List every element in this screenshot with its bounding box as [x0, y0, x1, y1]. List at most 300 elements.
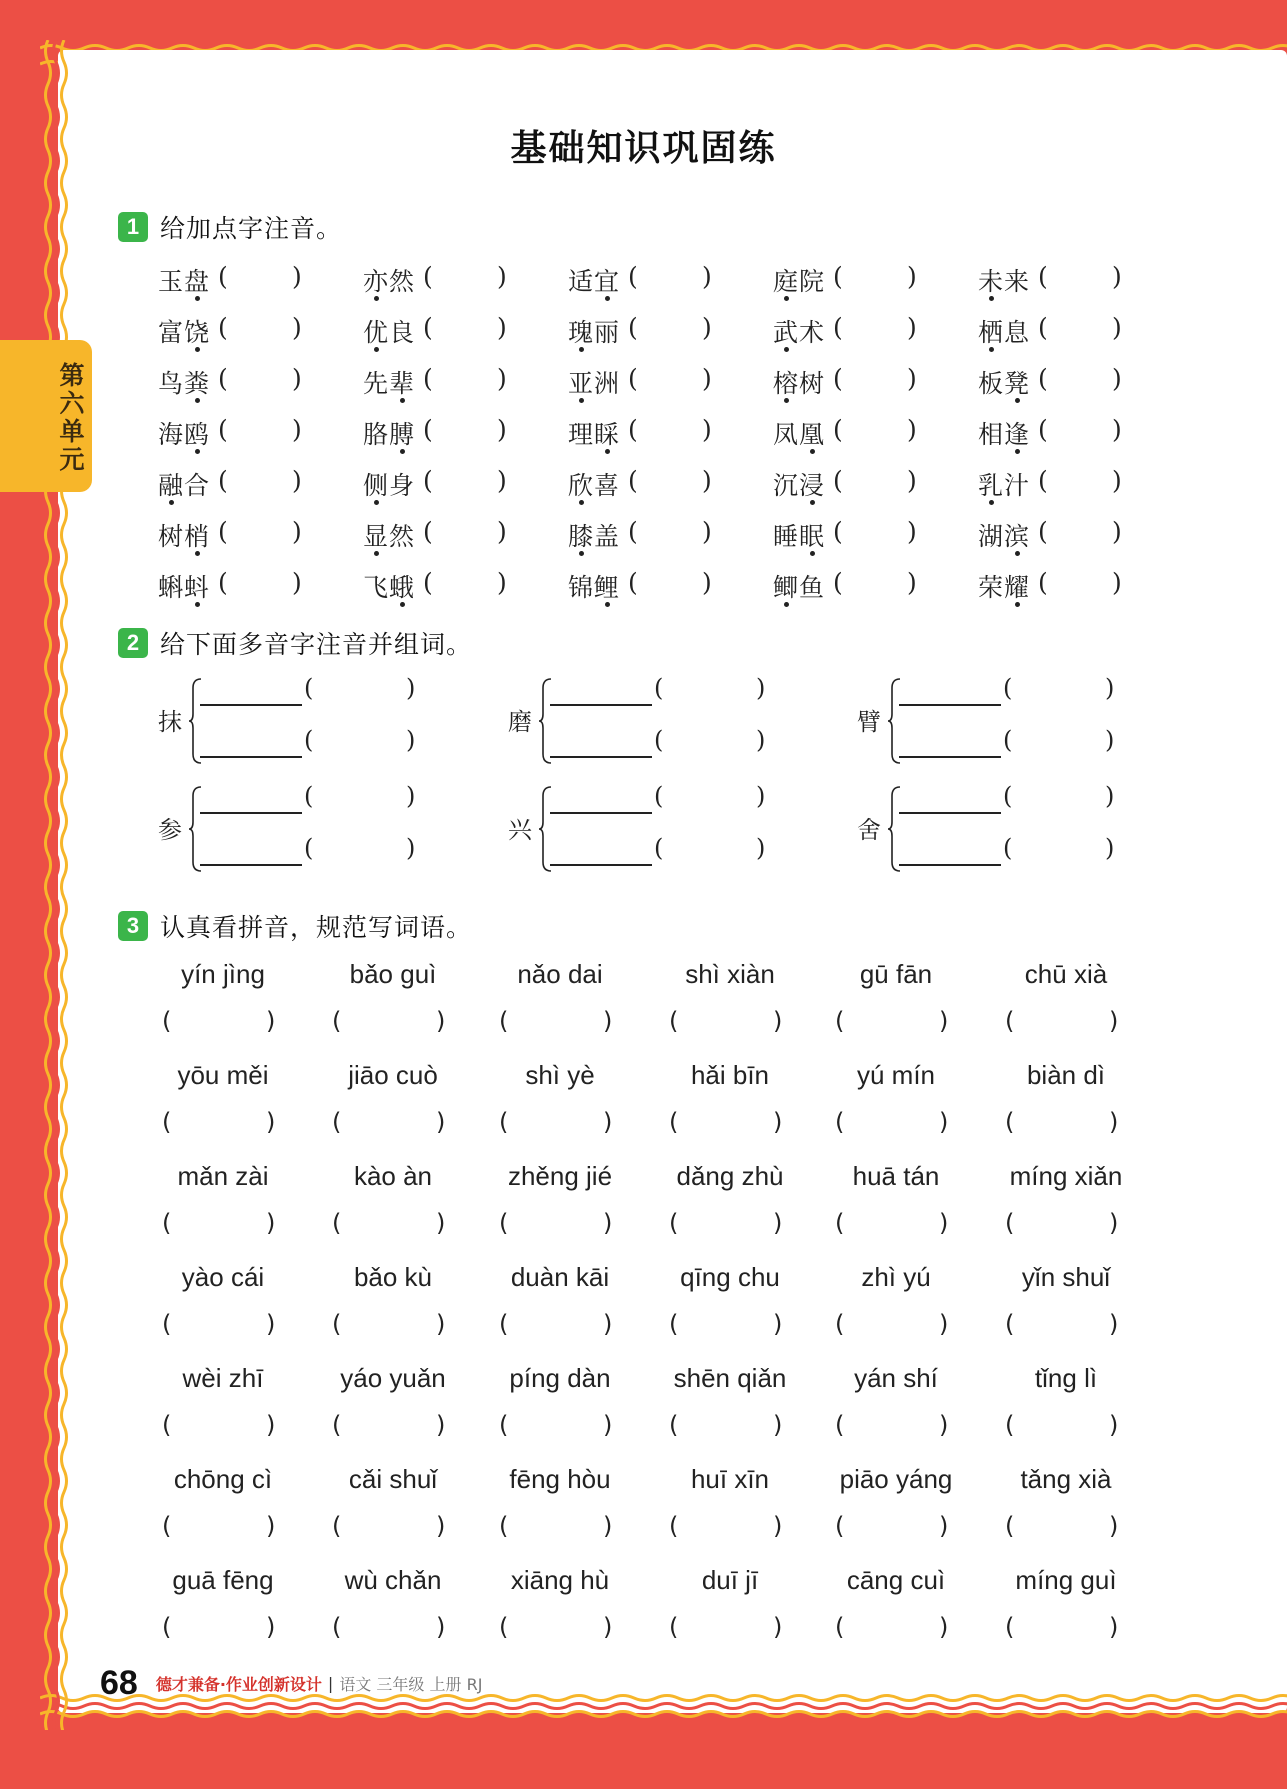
pinyin-answer-blank[interactable]	[668, 674, 754, 702]
pinyin-row	[158, 564, 1158, 615]
word-answer-blank[interactable]	[346, 1310, 434, 1340]
emphasis-dot	[605, 296, 610, 301]
word-answer-blank[interactable]	[1019, 1007, 1107, 1037]
answer-open-paren: (	[1005, 1209, 1015, 1237]
pinyin-text: shì yè	[525, 1060, 595, 1090]
answer-close-paren: )	[939, 1209, 949, 1237]
answer-open-paren: (	[1038, 313, 1048, 342]
word-item	[363, 309, 543, 360]
answer-open-paren: (	[1038, 262, 1048, 291]
answer-open-paren: (	[304, 782, 314, 810]
word-answer-blank[interactable]	[1019, 1411, 1107, 1441]
answer-open-paren: (	[162, 1512, 172, 1540]
pinyin-answer-blank[interactable]	[847, 262, 905, 292]
answer-open-paren: (	[628, 466, 638, 495]
pinyin-answer-blank[interactable]	[1052, 364, 1110, 394]
pinyin-text: bǎo kù	[353, 1262, 433, 1292]
word-answer-blank[interactable]	[176, 1512, 264, 1542]
pinyin-item	[1001, 1056, 1161, 1157]
answer-close-paren: )	[773, 1310, 783, 1338]
answer-close-paren: )	[1112, 466, 1122, 495]
pinyin-answer-blank[interactable]	[642, 517, 700, 547]
pinyin-answer-blank[interactable]	[1017, 834, 1103, 862]
question-3-header	[118, 911, 472, 941]
curly-brace-icon	[188, 678, 202, 764]
polyphone-item	[508, 670, 808, 770]
word-item	[978, 309, 1158, 360]
pinyin-answer-blank[interactable]	[232, 415, 290, 445]
answer-open-paren: (	[1038, 517, 1048, 546]
answer-close-paren: )	[266, 1310, 276, 1338]
word-item	[158, 309, 338, 360]
answer-open-paren: (	[499, 1310, 509, 1338]
word-item	[773, 462, 953, 513]
answer-close-paren: )	[702, 364, 712, 393]
word-writing-line[interactable]	[550, 812, 652, 814]
word-item	[158, 462, 338, 513]
answer-close-paren: )	[939, 1108, 949, 1136]
word-writing-line[interactable]	[899, 812, 1001, 814]
word-answer-blank[interactable]	[683, 1007, 771, 1037]
answer-close-paren: )	[292, 313, 302, 342]
word-text: 优良	[363, 318, 416, 347]
answer-open-paren: (	[162, 1007, 172, 1035]
answer-open-paren: (	[669, 1512, 679, 1540]
answer-close-paren: )	[603, 1209, 613, 1237]
answer-close-paren: )	[1105, 834, 1115, 862]
answer-open-paren: (	[1003, 834, 1013, 862]
pinyin-answer-blank[interactable]	[642, 568, 700, 598]
pinyin-item	[831, 955, 991, 1056]
word-answer-blank[interactable]	[849, 1512, 937, 1542]
emphasis-dot	[989, 500, 994, 505]
answer-open-paren: (	[835, 1209, 845, 1237]
answer-close-paren: )	[436, 1512, 446, 1540]
wavy-border-left	[40, 40, 80, 1730]
pinyin-answer-blank[interactable]	[847, 415, 905, 445]
word-text: 亚洲	[568, 369, 621, 398]
answer-open-paren: (	[628, 415, 638, 444]
pinyin-row	[158, 360, 1158, 411]
word-answer-blank[interactable]	[513, 1209, 601, 1239]
pinyin-item	[1001, 955, 1161, 1056]
pinyin-answer-blank[interactable]	[668, 726, 754, 754]
pinyin-answer-blank[interactable]	[437, 262, 495, 292]
pinyin-text: hǎi bīn	[690, 1060, 770, 1090]
word-answer-blank[interactable]	[1019, 1108, 1107, 1138]
pinyin-answer-blank[interactable]	[847, 313, 905, 343]
pinyin-answer-blank[interactable]	[437, 415, 495, 445]
answer-open-paren: (	[423, 415, 433, 444]
word-text: 显然	[363, 522, 416, 551]
pinyin-answer-blank[interactable]	[1052, 466, 1110, 496]
answer-close-paren: )	[756, 834, 766, 862]
answer-close-paren: )	[1112, 415, 1122, 444]
answer-close-paren: )	[939, 1310, 949, 1338]
pinyin-answer-blank[interactable]	[232, 313, 290, 343]
word-text: 玉盘	[158, 267, 211, 296]
answer-open-paren: (	[835, 1613, 845, 1641]
pinyin-text: kào àn	[353, 1161, 433, 1191]
pinyin-text: xiāng hù	[510, 1565, 610, 1595]
word-answer-blank[interactable]	[683, 1613, 771, 1643]
pinyin-answer-blank[interactable]	[847, 517, 905, 547]
pinyin-text: wèi zhī	[182, 1363, 264, 1393]
pinyin-item	[328, 1561, 488, 1662]
pinyin-answer-blank[interactable]	[437, 466, 495, 496]
pinyin-answer-blank[interactable]	[847, 364, 905, 394]
word-writing-line[interactable]	[899, 704, 1001, 706]
answer-close-paren: )	[702, 313, 712, 342]
word-item	[158, 411, 338, 462]
word-text: 融合	[158, 471, 211, 500]
unit-label-char: 第	[59, 361, 85, 390]
answer-open-paren: (	[654, 834, 664, 862]
pinyin-word-row	[158, 1561, 1158, 1662]
word-text: 栖息	[978, 318, 1031, 347]
word-writing-line[interactable]	[550, 756, 652, 758]
word-answer-blank[interactable]	[513, 1108, 601, 1138]
curly-brace-icon	[188, 786, 202, 872]
pinyin-answer-blank[interactable]	[437, 313, 495, 343]
word-answer-blank[interactable]	[176, 1310, 264, 1340]
pinyin-item	[328, 1157, 488, 1258]
pinyin-answer-blank[interactable]	[232, 517, 290, 547]
emphasis-dot	[400, 602, 405, 607]
word-answer-blank[interactable]	[1019, 1613, 1107, 1643]
word-item	[158, 513, 338, 564]
wave-stroke	[62, 40, 67, 1730]
emphasis-dot	[374, 347, 379, 352]
word-text: 板凳	[978, 369, 1031, 398]
word-writing-line[interactable]	[550, 864, 652, 866]
word-item	[568, 564, 748, 615]
answer-close-paren: )	[1112, 517, 1122, 546]
word-text: 蝌蚪	[158, 573, 211, 602]
word-answer-blank[interactable]	[683, 1512, 771, 1542]
answer-close-paren: )	[603, 1310, 613, 1338]
pinyin-answer-blank[interactable]	[642, 313, 700, 343]
answer-close-paren: )	[756, 782, 766, 810]
answer-close-paren: )	[497, 517, 507, 546]
pinyin-answer-blank[interactable]	[232, 364, 290, 394]
word-text: 锦鲤	[568, 573, 621, 602]
pinyin-text: qīng chu	[680, 1262, 780, 1292]
word-answer-blank[interactable]	[683, 1411, 771, 1441]
pinyin-answer-blank[interactable]	[668, 782, 754, 810]
word-answer-blank[interactable]	[683, 1108, 771, 1138]
pinyin-item	[1001, 1561, 1161, 1662]
word-text: 海鸥	[158, 420, 211, 449]
pinyin-answer-blank[interactable]	[1017, 782, 1103, 810]
word-text: 先辈	[363, 369, 416, 398]
answer-open-paren: (	[332, 1411, 342, 1439]
pinyin-answer-blank[interactable]	[318, 782, 404, 810]
pinyin-answer-blank[interactable]	[642, 466, 700, 496]
answer-open-paren: (	[835, 1108, 845, 1136]
answer-open-paren: (	[628, 568, 638, 597]
pinyin-item	[158, 1460, 318, 1561]
word-item	[363, 411, 543, 462]
word-answer-blank[interactable]	[346, 1411, 434, 1441]
answer-close-paren: )	[1109, 1007, 1119, 1035]
pinyin-word-row	[158, 955, 1158, 1056]
word-item	[978, 462, 1158, 513]
answer-open-paren: (	[1005, 1411, 1015, 1439]
answer-open-paren: (	[833, 568, 843, 597]
pinyin-text: míng guì	[1015, 1565, 1117, 1595]
pinyin-text: piāo yáng	[839, 1464, 953, 1494]
word-answer-blank[interactable]	[1019, 1512, 1107, 1542]
answer-close-paren: )	[773, 1108, 783, 1136]
word-answer-blank[interactable]	[346, 1512, 434, 1542]
word-answer-blank[interactable]	[513, 1512, 601, 1542]
polyphone-char: 臂	[857, 708, 881, 736]
pinyin-item	[1001, 1359, 1161, 1460]
pinyin-answer-blank[interactable]	[318, 834, 404, 862]
answer-open-paren: (	[833, 517, 843, 546]
pinyin-answer-blank[interactable]	[318, 674, 404, 702]
pinyin-answer-blank[interactable]	[1017, 674, 1103, 702]
pinyin-answer-blank[interactable]	[437, 568, 495, 598]
pinyin-row	[158, 309, 1158, 360]
word-item	[568, 309, 748, 360]
word-answer-blank[interactable]	[513, 1310, 601, 1340]
pinyin-answer-blank[interactable]	[1017, 726, 1103, 754]
word-text: 荣耀	[978, 573, 1031, 602]
answer-close-paren: )	[1112, 262, 1122, 291]
word-answer-blank[interactable]	[346, 1613, 434, 1643]
pinyin-item	[665, 1157, 825, 1258]
answer-open-paren: (	[669, 1209, 679, 1237]
word-writing-line[interactable]	[200, 864, 302, 866]
word-answer-blank[interactable]	[683, 1209, 771, 1239]
word-item	[158, 360, 338, 411]
answer-close-paren: )	[907, 415, 917, 444]
answer-close-paren: )	[436, 1613, 446, 1641]
emphasis-dot	[579, 551, 584, 556]
answer-open-paren: (	[162, 1209, 172, 1237]
answer-close-paren: )	[266, 1512, 276, 1540]
word-answer-blank[interactable]	[849, 1310, 937, 1340]
word-answer-blank[interactable]	[849, 1007, 937, 1037]
word-answer-blank[interactable]	[849, 1209, 937, 1239]
word-answer-blank[interactable]	[683, 1310, 771, 1340]
emphasis-dot	[810, 551, 815, 556]
pinyin-item	[495, 1460, 655, 1561]
pinyin-answer-blank[interactable]	[1052, 517, 1110, 547]
word-text: 榕树	[773, 369, 826, 398]
pinyin-answer-blank[interactable]	[668, 834, 754, 862]
pinyin-row	[158, 411, 1158, 462]
answer-close-paren: )	[907, 568, 917, 597]
word-writing-line[interactable]	[200, 704, 302, 706]
word-item	[773, 360, 953, 411]
answer-close-paren: )	[773, 1209, 783, 1237]
answer-open-paren: (	[835, 1007, 845, 1035]
answer-open-paren: (	[423, 517, 433, 546]
answer-open-paren: (	[669, 1007, 679, 1035]
answer-close-paren: )	[266, 1209, 276, 1237]
answer-open-paren: (	[628, 313, 638, 342]
word-answer-blank[interactable]	[176, 1108, 264, 1138]
pinyin-answer-blank[interactable]	[642, 262, 700, 292]
word-text: 鲫鱼	[773, 573, 826, 602]
emphasis-dot	[195, 347, 200, 352]
pinyin-item	[495, 1157, 655, 1258]
word-writing-line[interactable]	[899, 864, 1001, 866]
word-answer-blank[interactable]	[346, 1209, 434, 1239]
emphasis-dot	[810, 449, 815, 454]
answer-close-paren: )	[1109, 1108, 1119, 1136]
word-writing-line[interactable]	[200, 756, 302, 758]
answer-close-paren: )	[1112, 568, 1122, 597]
pinyin-item	[1001, 1258, 1161, 1359]
curly-brace-icon	[538, 786, 552, 872]
answer-open-paren: (	[835, 1310, 845, 1338]
emphasis-dot	[1015, 551, 1020, 556]
word-item	[773, 258, 953, 309]
answer-close-paren: )	[907, 313, 917, 342]
answer-open-paren: (	[654, 674, 664, 702]
word-answer-blank[interactable]	[513, 1007, 601, 1037]
polyphone-char: 抹	[158, 708, 182, 736]
pinyin-answer-blank[interactable]	[1052, 313, 1110, 343]
answer-close-paren: )	[1109, 1411, 1119, 1439]
word-text: 乳汁	[978, 471, 1031, 500]
polyphone-item	[508, 778, 808, 878]
pinyin-answer-blank[interactable]	[232, 568, 290, 598]
answer-close-paren: )	[406, 834, 416, 862]
pinyin-item	[495, 1359, 655, 1460]
answer-open-paren: (	[332, 1310, 342, 1338]
word-answer-blank[interactable]	[346, 1007, 434, 1037]
answer-open-paren: (	[628, 517, 638, 546]
word-text: 庭院	[773, 267, 826, 296]
answer-close-paren: )	[907, 364, 917, 393]
word-answer-blank[interactable]	[176, 1613, 264, 1643]
answer-close-paren: )	[406, 674, 416, 702]
pinyin-answer-blank[interactable]	[232, 466, 290, 496]
pinyin-text: tǐng lì	[1034, 1363, 1098, 1393]
answer-open-paren: (	[628, 262, 638, 291]
word-answer-blank[interactable]	[176, 1209, 264, 1239]
answer-close-paren: )	[292, 364, 302, 393]
answer-close-paren: )	[1109, 1512, 1119, 1540]
answer-close-paren: )	[702, 415, 712, 444]
word-text: 凤凰	[773, 420, 826, 449]
answer-open-paren: (	[1038, 415, 1048, 444]
answer-close-paren: )	[756, 726, 766, 754]
answer-open-paren: (	[499, 1007, 509, 1035]
pinyin-answer-blank[interactable]	[642, 415, 700, 445]
answer-close-paren: )	[266, 1007, 276, 1035]
word-text: 欣喜	[568, 471, 621, 500]
answer-open-paren: (	[304, 726, 314, 754]
emphasis-dot	[579, 398, 584, 403]
answer-close-paren: )	[436, 1007, 446, 1035]
answer-open-paren: (	[218, 466, 228, 495]
pinyin-text: dǎng zhù	[676, 1161, 784, 1191]
pinyin-answer-blank[interactable]	[1052, 262, 1110, 292]
answer-open-paren: (	[833, 466, 843, 495]
word-item	[773, 513, 953, 564]
emphasis-dot	[169, 500, 174, 505]
pinyin-answer-blank[interactable]	[318, 726, 404, 754]
pinyin-answer-blank[interactable]	[847, 568, 905, 598]
answer-close-paren: )	[702, 466, 712, 495]
emphasis-dot	[579, 500, 584, 505]
word-answer-blank[interactable]	[1019, 1310, 1107, 1340]
answer-close-paren: )	[497, 364, 507, 393]
word-answer-blank[interactable]	[513, 1411, 601, 1441]
pinyin-answer-blank[interactable]	[847, 466, 905, 496]
word-answer-blank[interactable]	[1019, 1209, 1107, 1239]
pinyin-item	[831, 1157, 991, 1258]
pinyin-answer-blank[interactable]	[642, 364, 700, 394]
pinyin-item	[831, 1359, 991, 1460]
answer-open-paren: (	[423, 364, 433, 393]
wave-stroke	[46, 40, 51, 1730]
pinyin-answer-blank[interactable]	[437, 517, 495, 547]
pinyin-text: duī jī	[701, 1565, 759, 1595]
emphasis-dot	[374, 500, 379, 505]
word-answer-blank[interactable]	[849, 1108, 937, 1138]
word-answer-blank[interactable]	[513, 1613, 601, 1643]
pinyin-answer-blank[interactable]	[1052, 415, 1110, 445]
pinyin-text: gū fān	[859, 959, 933, 989]
word-writing-line[interactable]	[200, 812, 302, 814]
answer-close-paren: )	[603, 1411, 613, 1439]
pinyin-item	[831, 1056, 991, 1157]
book-meta: 语文 三年级 上册 RJ	[339, 1674, 483, 1694]
pinyin-text: píng dàn	[509, 1363, 611, 1393]
word-answer-blank[interactable]	[849, 1411, 937, 1441]
word-text: 鸟粪	[158, 369, 211, 398]
word-item	[978, 360, 1158, 411]
answer-open-paren: (	[833, 313, 843, 342]
word-text: 沉浸	[773, 471, 826, 500]
pinyin-word-row	[158, 1460, 1158, 1561]
word-writing-line[interactable]	[899, 756, 1001, 758]
answer-close-paren: )	[773, 1007, 783, 1035]
emphasis-dot	[579, 347, 584, 352]
question-1-badge: 1	[118, 212, 148, 242]
answer-open-paren: (	[332, 1108, 342, 1136]
pinyin-answer-blank[interactable]	[437, 364, 495, 394]
word-writing-line[interactable]	[550, 704, 652, 706]
word-answer-blank[interactable]	[176, 1007, 264, 1037]
answer-close-paren: )	[436, 1108, 446, 1136]
pinyin-answer-blank[interactable]	[232, 262, 290, 292]
answer-open-paren: (	[1005, 1613, 1015, 1641]
answer-open-paren: (	[423, 466, 433, 495]
word-item	[978, 513, 1158, 564]
word-answer-blank[interactable]	[176, 1411, 264, 1441]
word-text: 膝盖	[568, 522, 621, 551]
answer-close-paren: )	[406, 782, 416, 810]
word-answer-blank[interactable]	[849, 1613, 937, 1643]
pinyin-answer-blank[interactable]	[1052, 568, 1110, 598]
pinyin-annotation-grid	[158, 258, 1158, 615]
answer-open-paren: (	[423, 568, 433, 597]
answer-close-paren: )	[266, 1411, 276, 1439]
pinyin-item	[831, 1561, 991, 1662]
answer-open-paren: (	[218, 364, 228, 393]
word-answer-blank[interactable]	[346, 1108, 434, 1138]
pinyin-row	[158, 462, 1158, 513]
question-1-header	[118, 212, 342, 242]
